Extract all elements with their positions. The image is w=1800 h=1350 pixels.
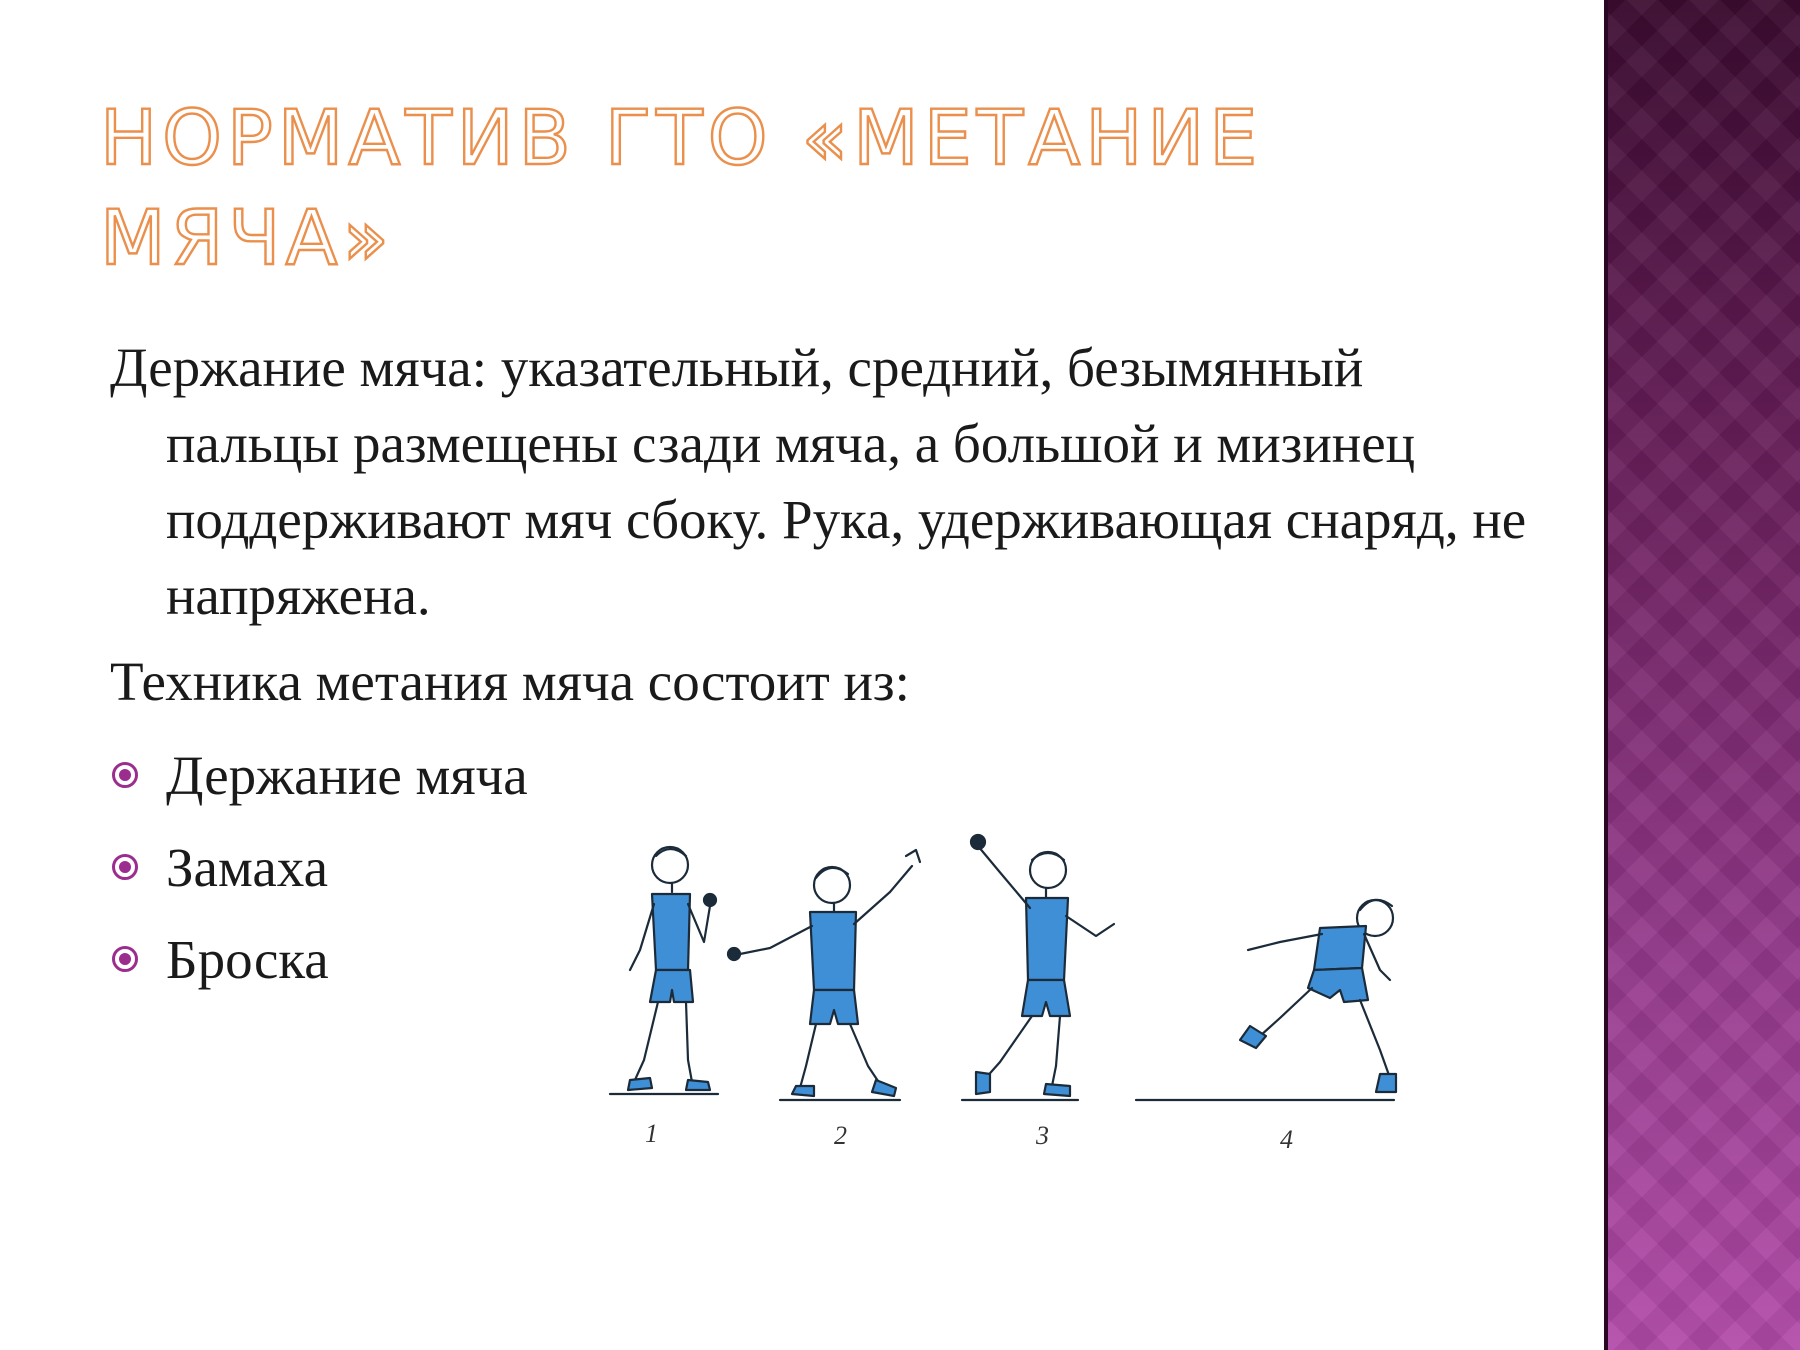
circle-dot-icon <box>112 762 138 788</box>
circle-dot-icon <box>112 854 138 880</box>
list-item-label: Броска <box>166 929 329 990</box>
list-item <box>110 730 1530 822</box>
athlete-figure-3 <box>962 835 1114 1100</box>
throw-technique-illustration <box>600 830 1420 1170</box>
slide-title: НОРМАТИВ ГТО «МЕТАНИЕ МЯЧА» <box>100 93 1263 282</box>
list-item-label: Замаха <box>166 837 328 898</box>
paragraph-ball-holding: Держание мяча: указательный, средний, безымянный пальцы размещены сзади мяча, а большой и мизинец поддерживают мяч сбоку. Рука, удерживающая снаряд, не напряжена. <box>110 337 1527 626</box>
stage-number-1: 1 <box>645 1119 658 1148</box>
athlete-figure-1 <box>610 847 718 1094</box>
athlete-figure-4 <box>1136 900 1396 1100</box>
list-item-label: Держание мяча <box>166 745 528 806</box>
paragraph-technique-intro: Техника метания мяча состоит из: <box>110 651 910 712</box>
stage-number-2: 2 <box>834 1121 847 1150</box>
circle-dot-icon <box>112 946 138 972</box>
athlete-figure-2 <box>728 850 920 1100</box>
decorative-side-band <box>1604 0 1800 1350</box>
stage-number-4: 4 <box>1280 1125 1293 1154</box>
stage-number-3: 3 <box>1036 1121 1049 1150</box>
